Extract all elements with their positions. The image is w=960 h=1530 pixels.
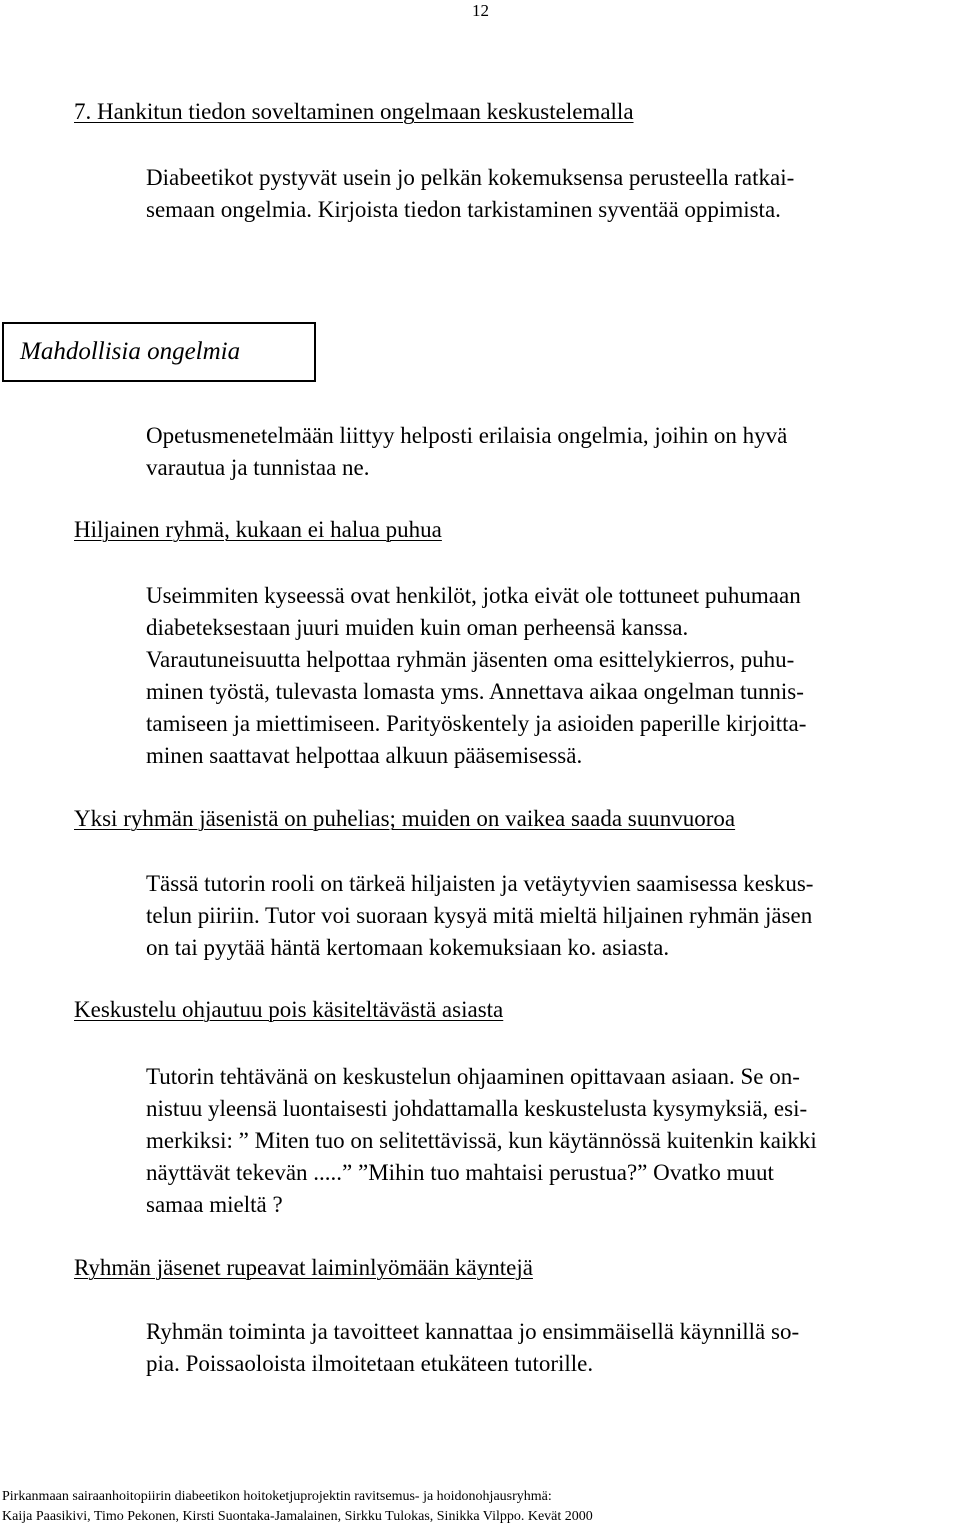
problem-heading-off-topic: Keskustelu ohjautuu pois käsiteltävästä asiasta bbox=[74, 997, 504, 1022]
problem-text-silent-group bbox=[146, 580, 806, 772]
problem-heading-talkative-member: Yksi ryhmän jäsenistä on puhelias; muiden on vaikea saada suunvuoroa bbox=[74, 806, 736, 831]
problem-line: Useimmiten kyseessä ovat henkilöt, jotka eivät ole tottuneet puhumaan bbox=[146, 583, 801, 608]
problem-text-talkative-member bbox=[146, 868, 813, 964]
intro-line: semaan ongelmia. Kirjoista tiedon tarkistaminen syventää oppimista. bbox=[146, 197, 781, 222]
problem-heading-silent-group: Hiljainen ryhmä, kukaan ei halua puhua bbox=[74, 517, 442, 542]
box-intro-paragraph bbox=[146, 420, 787, 484]
problem-line: Ryhmän toiminta ja tavoitteet kannattaa jo ensimmäisellä käynnillä so- bbox=[146, 1319, 800, 1344]
problem-line: Tässä tutorin rooli on tärkeä hiljaisten ja vetäytyvien saamisessa keskus- bbox=[146, 871, 814, 896]
problem-heading-absences: Ryhmän jäsenet rupeavat laiminlyömään käyntejä bbox=[74, 1255, 533, 1280]
problem-text-off-topic bbox=[146, 1061, 817, 1221]
problem-line: nistuu yleensä luontaisesti johdattamalla keskustelusta kysymyksiä, esi- bbox=[146, 1096, 808, 1121]
box-intro-line: Opetusmenetelmään liittyy helposti erilaisia ongelmia, joihin on hyvä bbox=[146, 423, 788, 448]
problem-line: samaa mieltä ? bbox=[146, 1192, 283, 1217]
problem-line: telun piiriin. Tutor voi suoraan kysyä mitä mieltä hiljainen ryhmän jäsen bbox=[146, 903, 813, 928]
problem-text-absences bbox=[146, 1316, 799, 1380]
box-title: Mahdollisia ongelmia bbox=[20, 338, 241, 365]
problem-line: merkiksi: ” Miten tuo on selitettävissä, kun käytännössä kuitenkin kaikki bbox=[146, 1128, 817, 1153]
problem-line: on tai pyytää häntä kertomaan kokemuksiaan ko. asiasta. bbox=[146, 935, 670, 960]
footer-line-authors: Kaija Paasikivi, Timo Pekonen, Kirsti Suontaka-Jamalainen, Sirkku Tulokas, Sinikka Vilppo. Kevät 2000 bbox=[2, 1509, 593, 1524]
box-intro-line: varautua ja tunnistaa ne. bbox=[146, 455, 370, 480]
problem-line: Varautuneisuutta helpottaa ryhmän jäsenten oma esittelykierros, puhu- bbox=[146, 647, 795, 672]
problem-line: diabeteksestaan juuri muiden kuin oman perheensä kanssa. bbox=[146, 615, 689, 640]
intro-paragraph bbox=[146, 162, 794, 226]
problem-line: minen työstä, tulevasta lomasta yms. Annettava aikaa ongelman tunnis- bbox=[146, 679, 804, 704]
problem-line: näyttävät tekevän .....” ”Mihin tuo mahtaisi perustua?” Ovatko muut bbox=[146, 1160, 774, 1185]
footer-line-organization: Pirkanmaan sairaanhoitopiirin diabeetikon hoitoketjuprojektin ravitsemus- ja hoidonohjausryhmä: bbox=[2, 1489, 552, 1504]
problem-line: Tutorin tehtävänä on keskustelun ohjaaminen opittavaan asiaan. Se on- bbox=[146, 1064, 800, 1089]
possible-problems-box bbox=[2, 322, 316, 382]
section-heading: 7. Hankitun tiedon soveltaminen ongelmaan keskustelemalla bbox=[74, 99, 634, 124]
problem-line: tamiseen ja miettimiseen. Parityöskentely ja asioiden paperille kirjoitta- bbox=[146, 711, 807, 736]
problem-line: pia. Poissaoloista ilmoitetaan etukäteen tutorille. bbox=[146, 1351, 594, 1376]
page-number: 12 bbox=[472, 1, 489, 20]
intro-line: Diabeetikot pystyvät usein jo pelkän kokemuksensa perusteella ratkai- bbox=[146, 165, 795, 190]
problem-line: minen saattavat helpottaa alkuun pääsemisessä. bbox=[146, 743, 583, 768]
